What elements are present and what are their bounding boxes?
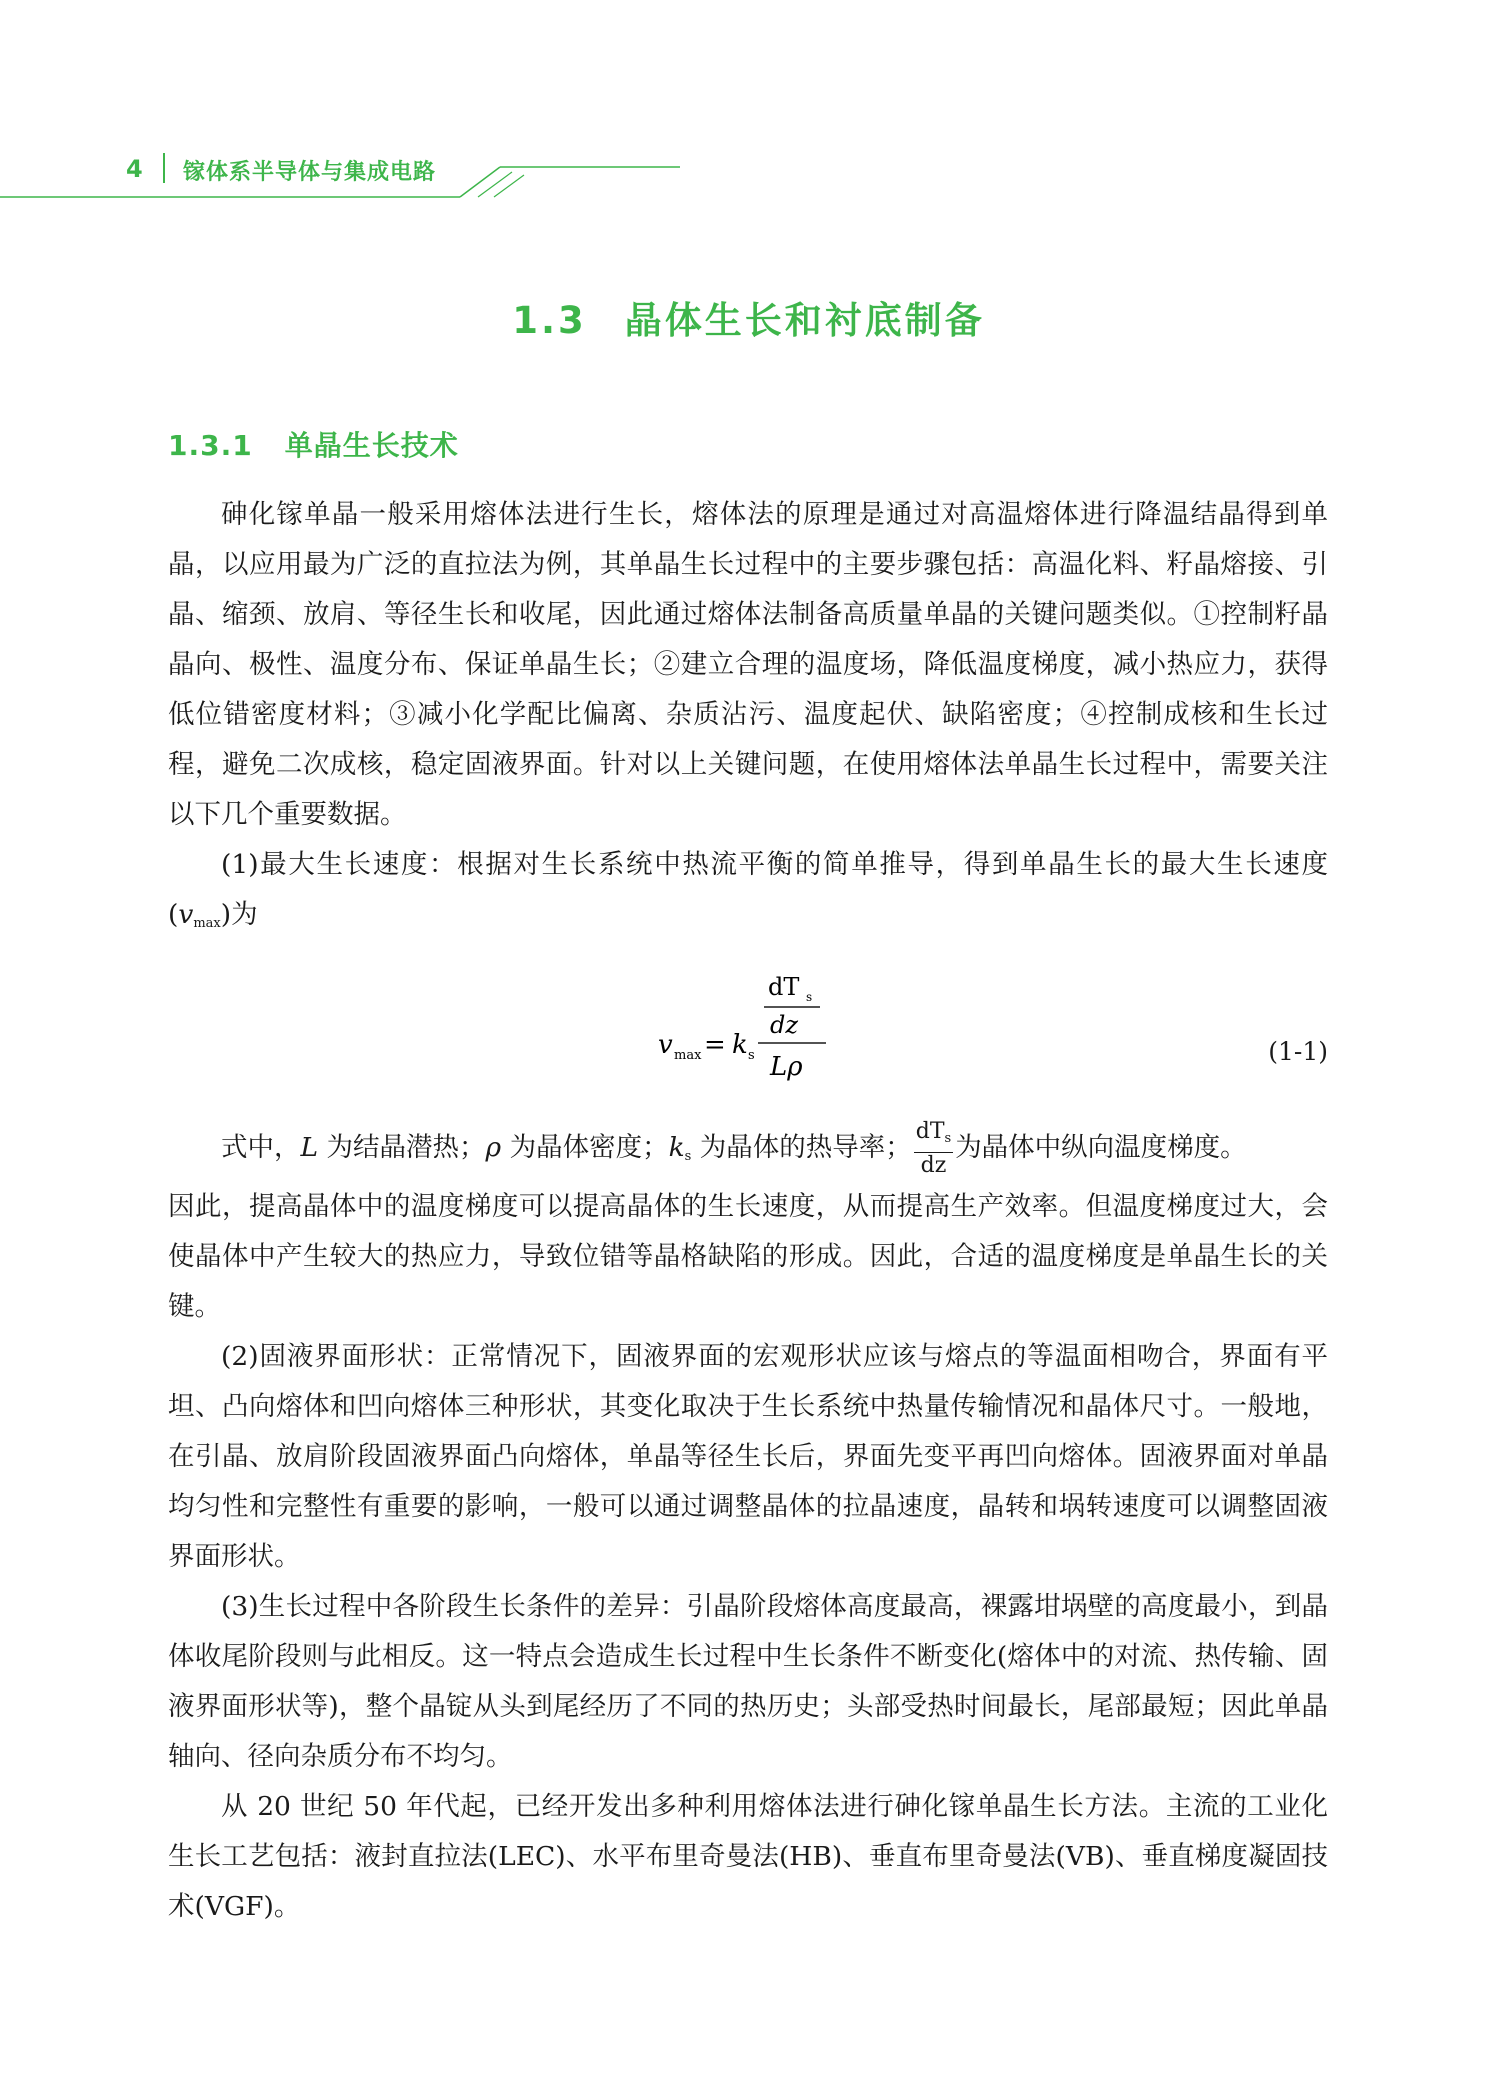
book-title: 镓体系半导体与集成电路 [183,160,437,185]
paragraph-intro: 砷化镓单晶一般采用熔体法进行生长，熔体法的原理是通过对高温熔体进行降温结晶得到单晶，以应用最为广泛的直拉法为例，其单晶生长过程中的主要步骤包括：高温化料、籽晶熔接、引晶、缩颈、放肩、等径生长和收尾，因此通过熔体法制备高质量单晶的关键问题类似。①控制籽晶晶向、极性、温度分布、保证单晶生长；②建立合理的温度场，降低温度梯度，减小热应力，获得低位错密度材料；③减小化学配比偏离、杂质沾污、温度起伏、缺陷密度；④控制成核和生长过程，避免二次成核，稳定固液界面。针对以上关键问题，在使用熔体法单晶生长过程中，需要关注以下几个重要数据。 [168,499,1328,830]
body-text [168,490,1328,1932]
equation-equals: = [704,1030,726,1060]
paragraph-variable-definitions: 式中，L 为结晶潜热；ρ 为晶体密度；$k_s$ 为晶体的热导率； $\frac{dT_s}{dz}$ 为晶体中纵向温度梯度。 [221,1119,1247,1178]
equation-lhs-sub: max [674,1048,702,1063]
running-header [0,145,700,205]
section-title: 晶体生长和衬底制备 [624,299,985,342]
page-number: 4 [126,155,143,183]
equation-bottom: Lρ [770,1052,803,1082]
equation-top-num: dT [768,973,800,1001]
paragraph-growth-methods: 从 20 世纪 50 年代起，已经开发出多种利用熔体法进行砷化镓单晶生长方法。主流的工业化生长工艺包括：液封直拉法(LEC)、水平布里奇曼法(HB)、垂直布里奇曼法(VB)、垂直梯度凝固技术(VGF)。 [168,1791,1328,1922]
subsection-heading [168,424,459,464]
paragraph-max-growth-speed: (1)最大生长速度：根据对生长系统中热流平衡的简单推导，得到单晶生长的最大生长速度$(v_{max})$为 [168,849,1328,931]
header-separator [163,153,165,183]
equation-number: (1-1) [1268,1037,1328,1066]
equation-top-num-sub: s [806,990,813,1004]
equation-coef: k [732,1030,748,1060]
equation-coef-sub: s [748,1048,755,1063]
paragraph-interface-shape: (2)固液界面形状：正常情况下，固液界面的宏观形状应该与熔点的等温面相吻合，界面有平坦、凸向熔体和凹向熔体三种形状，其变化取决于生长系统中热量传输情况和晶体尺寸。一般地，在引晶、放肩阶段固液界面凸向熔体，单晶等径生长后，界面先变平再凹向熔体。固液界面对单晶均匀性和完整性有重要的影响，一般可以通过调整晶体的拉晶速度，晶转和埚转速度可以调整固液界面形状。 [168,1341,1328,1572]
subsection-title: 单晶生长技术 [284,429,459,462]
equation-1-1 [168,953,1328,1113]
section-heading [0,290,1497,344]
paragraph-growth-conditions: (3)生长过程中各阶段生长条件的差异：引晶阶段熔体高度最高，裸露坩埚壁的高度最小，到晶体收尾阶段则与此相反。这一特点会造成生长过程中生长条件不断变化(熔体中的对流、热传输、固液界面形状等)，整个晶锭从头到尾经历了不同的热历史；头部受热时间最长，尾部最短；因此单晶轴向、径向杂质分布不均匀。 [168,1591,1328,1772]
subsection-number: 1.3.1 [168,429,253,462]
paragraph-gradient-effect: 因此，提高晶体中的温度梯度可以提高晶体的生长速度，从而提高生产效率。但温度梯度过大，会使晶体中产生较大的热应力，导致位错等晶格缺陷的形成。因此，合适的温度梯度是单晶生长的关键。 [168,1191,1328,1322]
equation-top-den: dz [770,1011,799,1039]
equation-body [658,953,918,1113]
equation-lhs-var: v [658,1030,673,1060]
section-number: 1.3 [512,299,587,342]
inline-gradient-fraction: $\frac{dT_s}{dz}$ [915,1119,952,1178]
